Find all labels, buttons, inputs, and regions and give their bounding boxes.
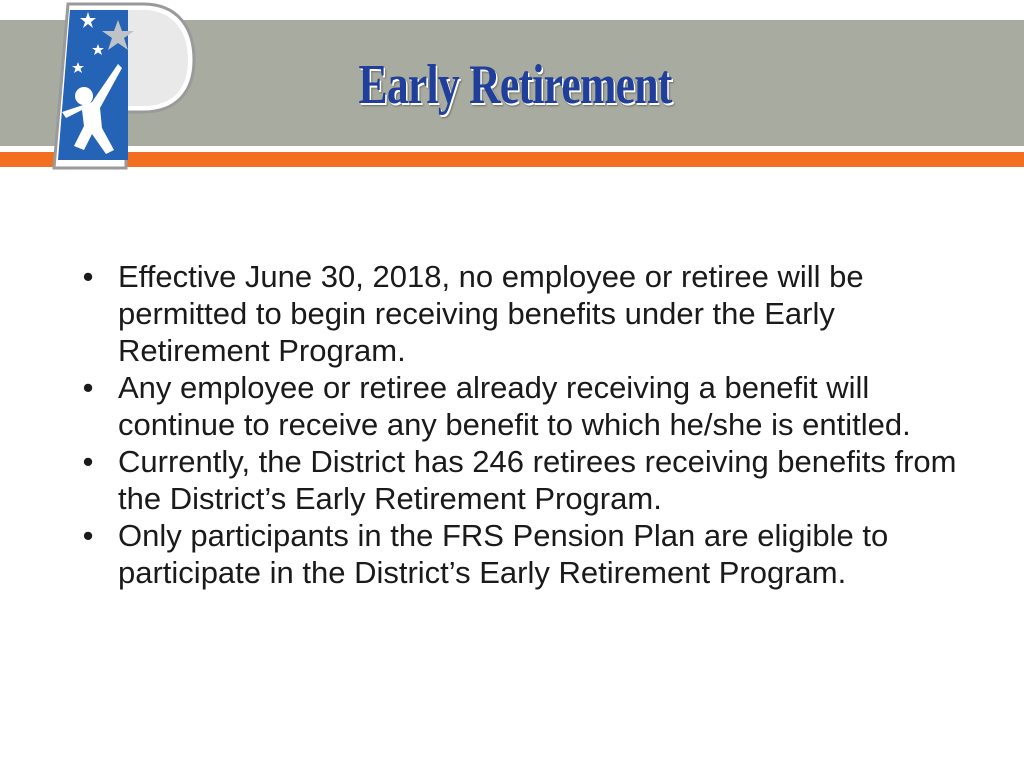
slide-content — [78, 258, 978, 591]
bullet-text: Only participants in the FRS Pension Plan are eligible to participate in the District’s Early Retirement Program. — [118, 518, 889, 590]
bullet-item — [78, 369, 978, 443]
bullet-list — [78, 258, 978, 591]
bullet-text: Currently, the District has 246 retirees receiving benefits from the District’s Early Retirement Program. — [118, 444, 957, 516]
bullet-symbol: • — [82, 518, 94, 553]
bullet-text: Any employee or retiree already receiving a benefit will continue to receive any benefit to which he/she is entitled. — [118, 370, 911, 442]
bullet-item — [78, 443, 978, 517]
bullet-item — [78, 258, 978, 369]
bullet-item — [78, 517, 978, 591]
logo-child-head — [75, 87, 93, 105]
slide-title: Early Retirement — [358, 54, 672, 116]
bullet-symbol: • — [82, 259, 94, 294]
bullet-text: Effective June 30, 2018, no employee or retiree will be permitted to begin receiving benefits under the Early Retirement Program. — [118, 259, 864, 368]
bullet-symbol: • — [82, 370, 94, 405]
logo-p-child-stars-icon — [48, 0, 198, 172]
bullet-symbol: • — [82, 444, 94, 479]
